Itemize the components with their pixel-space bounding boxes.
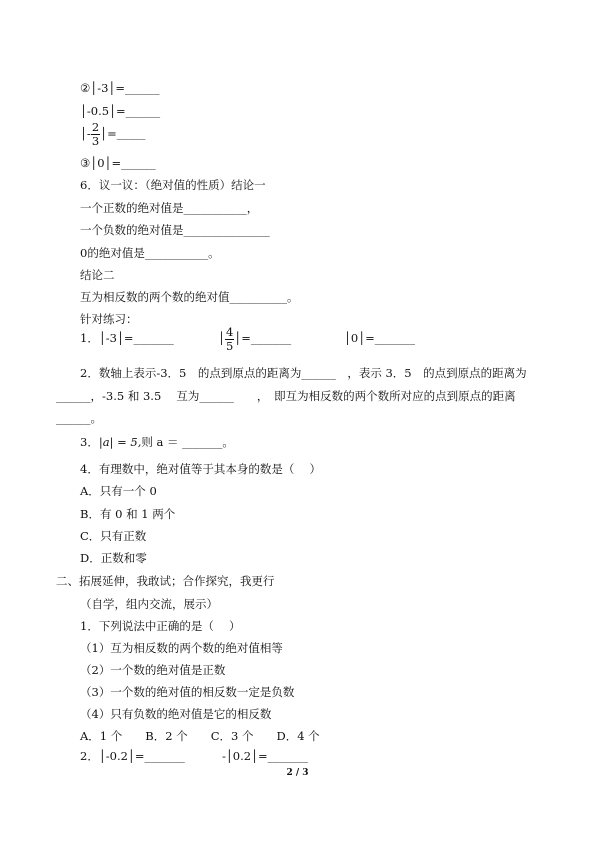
practice4-option-c: C．只有正数 <box>80 529 147 543</box>
fraction-numerator: 4 <box>225 324 234 339</box>
practice1-a: 1．│-3│=_______ <box>80 331 174 345</box>
s1-statement-4: （4）只有负数的绝对值是它的相反数 <box>80 707 272 721</box>
practice3-line <box>80 434 234 450</box>
practice4-question: 4．有理数中，绝对值等于其本身的数是（ ） <box>80 462 321 476</box>
s1-statement-2: （2）一个数的绝对值是正数 <box>80 663 226 677</box>
q6-title: 6．议一议：（绝对值的性质）结论一 <box>80 178 266 192</box>
practice3-number: 3． <box>80 435 99 449</box>
abs-a-equation: |a| = 5, <box>98 435 142 449</box>
abs-frac-prefix: │- <box>80 126 91 141</box>
practice-title: 针对练习： <box>80 312 138 326</box>
practice4-option-d: D．正数和零 <box>80 551 147 565</box>
s2-part-a: 2．│-0.2│=_______ <box>80 749 185 763</box>
s1-statement-1: （1）互为相反数的两个数的绝对值相等 <box>80 641 283 655</box>
abs-neg05-line: │-0.5│=______ <box>80 104 161 118</box>
practice1-c: │0│=_______ <box>344 331 416 345</box>
conclusion2-title: 结论二 <box>80 268 115 282</box>
abs-zero-line: ③│0│=______ <box>80 156 156 170</box>
section2-note: （自学，组内交流，展示） <box>80 597 218 611</box>
q6-zero: 0的绝对值是___________。 <box>80 246 220 260</box>
section2-title: 二、拓展延伸，我敢试；合作探究，我更行 <box>56 574 275 588</box>
abs-fraction-line <box>80 121 145 148</box>
practice4-option-b: B．有 0 和 1 两个 <box>80 507 176 521</box>
practice1-b-suffix: │=_______ <box>234 331 292 345</box>
practice2-line3: ______。 <box>56 411 102 425</box>
practice3-answer: 则 a ＝ _______。 <box>141 435 234 449</box>
practice1-b <box>218 324 291 353</box>
q6-negative: 一个负数的绝对值是_______________ <box>80 223 270 237</box>
practice2-line2: ______，-3.5 和 3.5 互为______ ， 即互为相反数的两个数所对应的点到原点的距离 <box>56 389 516 403</box>
s1-question: 1．下列说法中正确的是（ ） <box>80 619 241 633</box>
practice1-b-prefix: │ <box>218 331 225 345</box>
s1-statement-3: （3）一个数的绝对值的相反数一定是负数 <box>80 685 295 699</box>
q6-positive: 一个正数的绝对值是___________， <box>80 201 259 215</box>
abs-neg3-line: ②│-3│=______ <box>80 81 160 95</box>
fraction-four-fifths <box>225 326 234 353</box>
conclusion2-text: 互为相反数的两个数的绝对值__________。 <box>80 290 299 304</box>
fraction-two-thirds <box>91 121 100 148</box>
practice2-line1: 2．数轴上表示-3．5 的点到原点的距离为______ ，表示 3．5 的点到原点的距离为 <box>80 366 527 380</box>
s2-part-b: -│0.2│=_______ <box>222 749 308 763</box>
s1-options: A．1 个 B．2 个 C．3 个 D．4 个 <box>80 729 320 743</box>
fraction-numerator: 2 <box>91 120 100 134</box>
abs-frac-suffix: │=_____ <box>100 126 146 141</box>
page-number: 2 / 3 <box>286 768 309 778</box>
fraction-denominator: 3 <box>91 134 100 148</box>
practice4-option-a: A．只有一个 0 <box>80 484 157 498</box>
fraction-denominator: 5 <box>225 338 234 353</box>
